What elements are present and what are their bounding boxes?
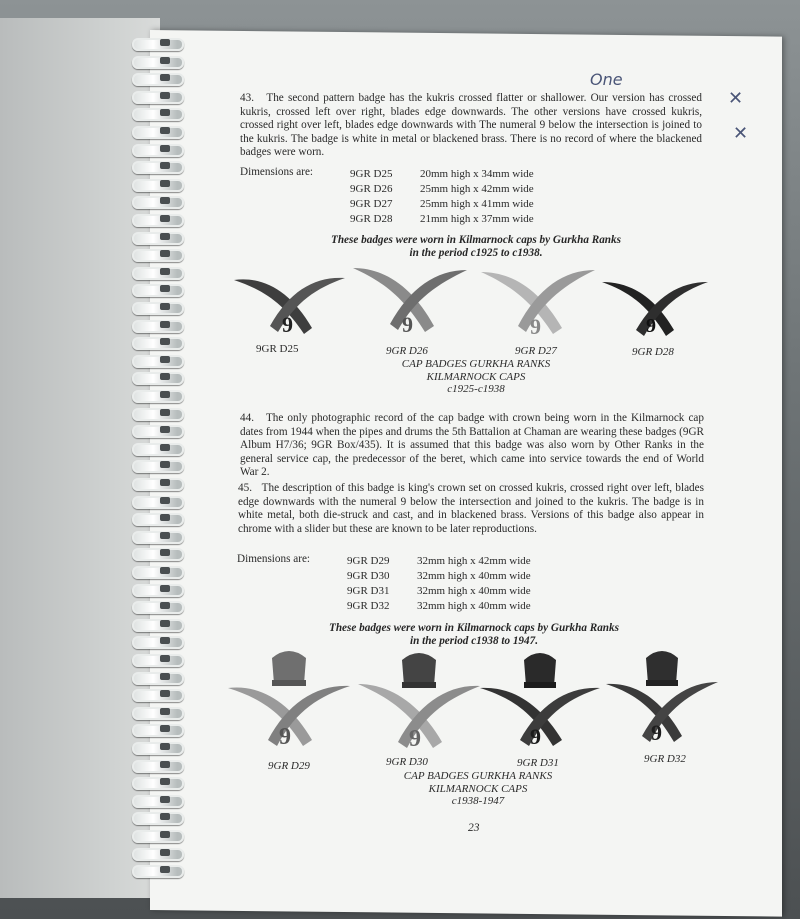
punch-hole [160,39,170,46]
pen-cross-mark: ✕ [728,88,744,109]
badges-caption: These badges were worn in Kilmarnock caps by Gurkha Ranks in the period c1925 to c1938. [331,234,621,259]
badge-label: 9GR D28 [632,346,674,358]
punch-hole [160,127,170,134]
spiral-coil [132,284,184,297]
punch-hole [160,585,170,592]
svg-text:9: 9 [279,724,291,750]
badge-label: 9GR D25 [256,343,299,355]
page-number: 23 [468,822,480,834]
punch-hole [160,831,170,838]
punch-hole [160,215,170,222]
punch-hole [160,743,170,750]
paragraph-text: The only photographic record of the cap badge with crown being worn in the Kilmarnock cap dates from 1944 when the pipes and drums the 5th Battalion at Chaman are wearing these badges (9GR Album H7/36; 9GR Box/435). It is assumed that this badge was also worn by Other Ranks in the general service cap, the predecessor of the beret, which came into service towards the end of World War 2. [240,412,704,479]
punch-hole [160,285,170,292]
punch-hole [160,532,170,539]
spiral-coil [132,214,184,227]
crown-kukri-badge-image [478,652,602,750]
spiral-coil [132,672,184,685]
svg-text:9: 9 [530,724,541,749]
spiral-coil [132,144,184,157]
punch-hole [160,849,170,856]
punch-hole [160,57,170,64]
punch-hole [160,180,170,187]
spiral-coil [132,548,184,561]
svg-text:9: 9 [530,314,541,339]
paragraph-44 [240,412,704,480]
kukri-badge-image [478,264,598,340]
badges-caption: These badges were worn in Kilmarnock caps by Gurkha Ranks in the period c1938 to 1947. [329,622,619,647]
spiral-coil [132,196,184,209]
kukri-badge-image [350,262,470,338]
spiral-coil [132,108,184,121]
spiral-coil [132,460,184,473]
punch-hole [160,655,170,662]
paragraph-text: The description of this badge is king's crown set on crossed kukris, crossed right over left, blades edge downwards with the numeral 9 below the intersection and joined to the kukris. The badge is in white metal, both die-struck and cast, and in blackened brass. Versions of this badge also appear in chrome with a slider but these are known to be later reproductions. [238,482,704,535]
dimension-row: 9GR D31 32mm high x 40mm wide [347,585,531,597]
spiral-coil [132,707,184,720]
dimension-row: 9GR D26 25mm high x 42mm wide [350,183,534,195]
dimension-row: 9GR D32 32mm high x 40mm wide [347,600,531,612]
punch-hole [160,479,170,486]
svg-text:9: 9 [282,312,293,337]
punch-hole [160,567,170,574]
spiral-coil [132,654,184,667]
spiral-coil [132,531,184,544]
badge-label: 9GR D31 [517,757,559,769]
dimension-row: 9GR D28 21mm high x 37mm wide [350,213,534,225]
crown-kukri-badge-image [356,652,482,750]
handwritten-note: One [590,70,623,89]
pen-cross-mark: ✕ [733,123,749,144]
badge-label: 9GR D30 [386,756,428,768]
spiral-coil [132,566,184,579]
spiral-coil [132,830,184,843]
paragraph-43 [240,92,702,160]
spiral-coil [132,812,184,825]
punch-hole [160,145,170,152]
punch-hole [160,813,170,820]
spiral-coil [132,408,184,421]
spiral-coil [132,689,184,702]
punch-hole [160,461,170,468]
punch-hole [160,321,170,328]
punch-hole [160,866,170,873]
paragraph-number: 45. [238,482,252,494]
paragraph-45 [238,482,704,536]
spiral-coil [132,513,184,526]
badge-label: 9GR D29 [268,760,310,772]
punch-hole [160,268,170,275]
paragraph-text: The second pattern badge has the kukris crossed flatter or shallower. Our version has crossed kukris, crossed left over right, blades edge downwards. The other versions have crossed kukris, crossed right over left, blades edge downwards with The numeral 9 below the intersection is joined to the kukris. The badge is white in metal or blackened brass. There is no record of where the blackened badges were worn. [240,92,702,159]
punch-hole [160,426,170,433]
svg-text:9: 9 [646,315,656,337]
punch-hole [160,74,170,81]
spiral-coil [132,267,184,280]
punch-hole [160,602,170,609]
punch-hole [160,708,170,715]
dimension-row: 9GR D27 25mm high x 41mm wide [350,198,534,210]
punch-hole [160,197,170,204]
spiral-coil [132,320,184,333]
spiral-coil [132,865,184,878]
spiral-coil [132,302,184,315]
plate-caption: CAP BADGES GURKHA RANKS KILMARNOCK CAPS c1938-1947 [403,770,553,807]
spiral-coil [132,56,184,69]
spiral-coil [132,73,184,86]
punch-hole [160,725,170,732]
spiral-coil [132,161,184,174]
svg-text:9: 9 [651,720,662,745]
punch-hole [160,690,170,697]
spiral-coil [132,584,184,597]
punch-hole [160,514,170,521]
punch-hole [160,338,170,345]
spiral-coil [132,496,184,509]
punch-hole [160,162,170,169]
spiral-coil [132,848,184,861]
crown-kukri-badge-image [604,650,720,746]
punch-hole [160,109,170,116]
kukri-badge-image [232,268,347,340]
dimension-row: 9GR D29 32mm high x 42mm wide [347,555,531,567]
punch-hole [160,92,170,99]
spiral-coil [132,478,184,491]
spiral-coil [132,91,184,104]
spiral-coil [132,38,184,51]
punch-hole [160,409,170,416]
spiral-binding [132,30,184,890]
spiral-coil [132,179,184,192]
spiral-coil [132,443,184,456]
spiral-coil [132,337,184,350]
crown-kukri-badge-image [226,650,352,750]
svg-text:9: 9 [402,312,413,337]
spiral-coil [132,601,184,614]
spiral-coil [132,724,184,737]
spiral-coil [132,425,184,438]
kukri-badge-image [600,276,710,338]
badge-label: 9GR D26 [386,345,428,357]
punch-hole [160,303,170,310]
punch-hole [160,549,170,556]
spiral-coil [132,742,184,755]
punch-hole [160,444,170,451]
spiral-coil [132,126,184,139]
dimension-row: 9GR D30 32mm high x 40mm wide [347,570,531,582]
svg-text:9: 9 [409,726,421,750]
punch-hole [160,761,170,768]
dimensions-label: Dimensions are: [240,166,314,178]
punch-hole [160,673,170,680]
punch-hole [160,497,170,504]
badge-label: 9GR D27 [515,345,557,357]
plate-caption: CAP BADGES GURKHA RANKS KILMARNOCK CAPS c1925-c1938 [401,358,551,395]
paragraph-number: 43. [240,92,254,104]
badge-label: 9GR D32 [644,753,686,765]
dimension-row: 9GR D25 20mm high x 34mm wide [350,168,534,180]
paragraph-number: 44. [240,412,254,424]
dimensions-label: Dimensions are: [237,553,311,565]
